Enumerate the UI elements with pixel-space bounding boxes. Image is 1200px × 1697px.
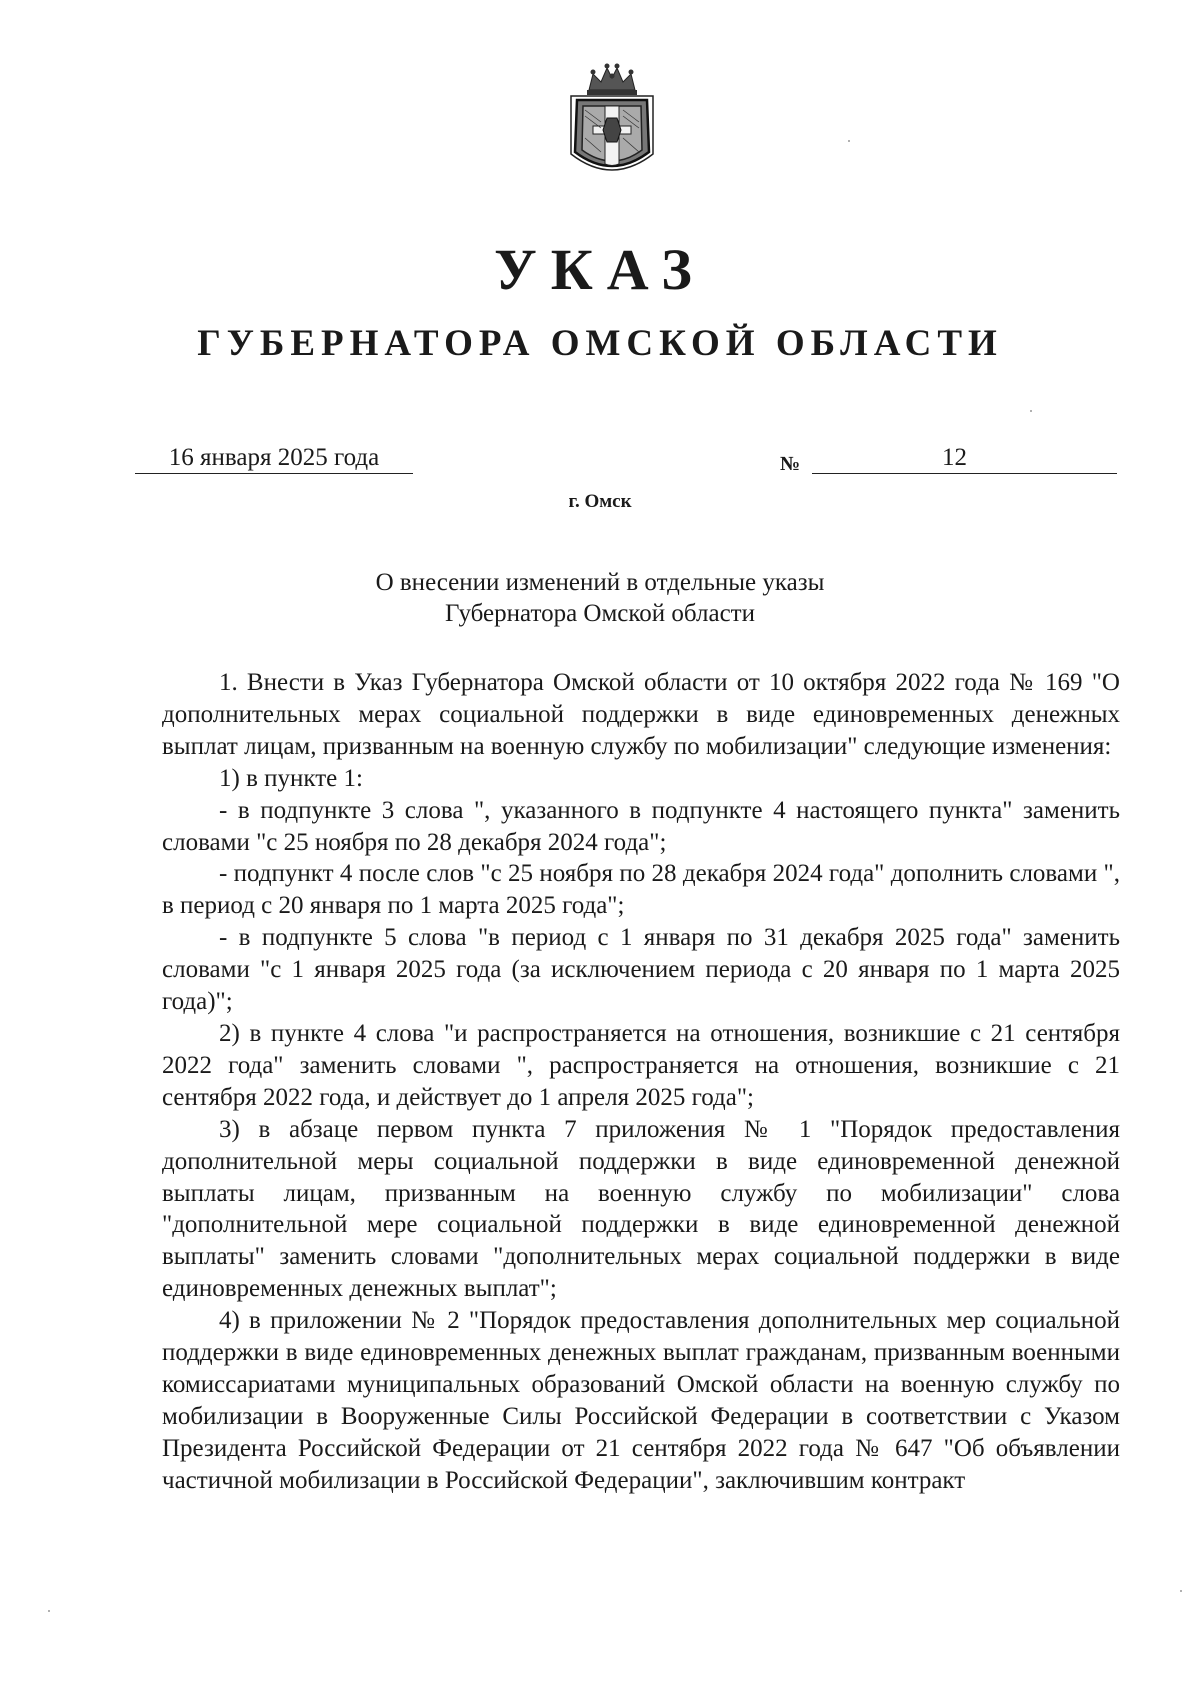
scan-speck: [1030, 410, 1032, 412]
paragraph: 1. Внести в Указ Губернатора Омской области от 10 октября 2022 года № 169 "О дополнительных мерах социальной поддержки в виде единовременных денежных выплат лицам, призванным на военную службу по мобилизации" следующие изменения:: [162, 669, 1120, 760]
paragraph: - подпункт 4 после слов "с 25 ноября по 28 декабря 2024 года" дополнить словами ", в период с 20 января по 1 марта 2025 года";: [162, 860, 1120, 920]
coat-of-arms-emblem: [567, 60, 657, 180]
document-subtitle: ГУБЕРНАТОРА ОМСКОЙ ОБЛАСТИ: [197, 323, 1003, 364]
paragraph: - в подпункте 3 слова ", указанного в подпункте 4 настоящего пункта" заменить словами "с 25 ноября по 28 декабря 2024 года";: [162, 796, 1120, 856]
paragraph: 3) в абзаце первом пункта 7 приложения № 1 "Порядок предоставления дополнительной меры социальной поддержки в виде единовременной денежной выплаты лицам, призванным на военную службу по мобилизации" слова "дополнительной мере социальной поддержки в виде единовременной денежной выплаты" заменить словами "дополнительных мерах социальной поддержки в виде единовременных денежных выплат";: [162, 1115, 1120, 1303]
paragraph: 2) в пункте 4 слова "и распространяется на отношения, возникшие с 21 сентября 2022 года" заменить словами ", распространяется на отношения, возникшие с 21 сентября 2022 года, и действует до 1 апреля 2025 года";: [162, 1019, 1120, 1111]
paragraph: - в подпункте 5 слова "в период с 1 января по 31 декабря 2025 года" заменить словами "с 1 января 2025 года (за исключением периода с 20 января по 1 марта 2025 года)";: [162, 924, 1120, 1016]
scan-speck: [1180, 1590, 1182, 1592]
document-subject: [0, 567, 1200, 629]
document-date: 16 января 2025 года: [135, 445, 413, 474]
document-body: [162, 667, 1120, 1497]
document-number-field: [812, 445, 1117, 474]
subject-line-1: О внесении изменений в отдельные указы: [375, 569, 825, 596]
number-sign: №: [780, 453, 801, 475]
document-title: УКАЗ: [494, 237, 706, 302]
scan-speck: [848, 140, 850, 142]
paragraph: 1) в пункте 1:: [219, 764, 363, 792]
scan-speck: [48, 1610, 50, 1612]
document-number: 12: [942, 444, 967, 471]
document-city: г. Омск: [568, 491, 632, 512]
subject-line-2: Губернатора Омской области: [445, 600, 755, 627]
paragraph: 4) в приложении № 2 "Порядок предоставления дополнительных мер социальной поддержки в виде единовременных денежных выплат гражданам, призванным военными комиссариатами муниципальных образований Омской области на военную службу по мобилизации в Вооруженные Силы Российской Федерации в соответствии с Указом Президента Российской Федерации от 21 сентября 2022 года № 647 "Об объявлении частичной мобилизации в Российской Федерации", заключившим контракт: [162, 1307, 1120, 1494]
